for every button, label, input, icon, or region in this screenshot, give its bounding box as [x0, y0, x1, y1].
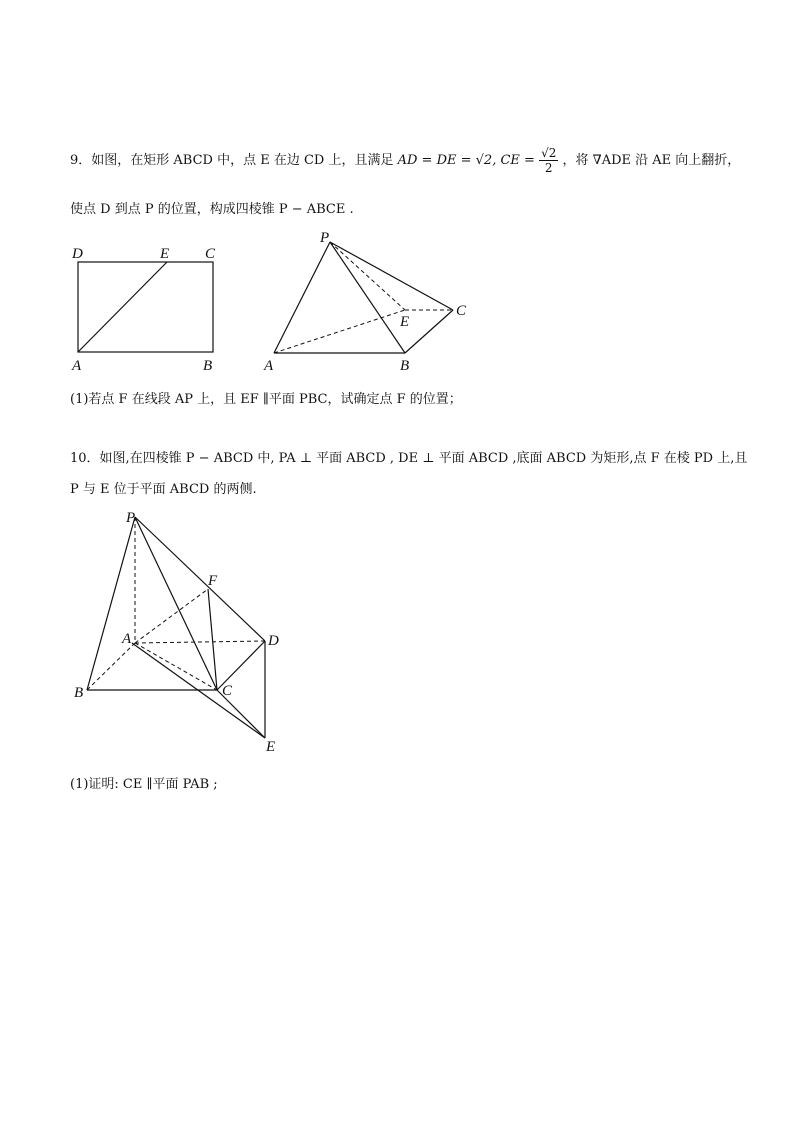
label-e: E: [400, 314, 410, 330]
q9-line1: [70, 146, 740, 175]
edge-ad-dashed: [135, 641, 265, 643]
label-e: E: [266, 739, 276, 755]
edge-ac-dashed: [135, 643, 217, 690]
label-c: C: [205, 246, 216, 262]
q9-formula: AD = DE = √2, CE =: [397, 153, 535, 168]
label-p: P: [320, 230, 330, 246]
edge-pd: [135, 517, 265, 641]
edge-pe-dashed: [330, 242, 405, 310]
edge-bc: [405, 310, 453, 353]
label-b: B: [203, 358, 213, 374]
edge-pb: [87, 517, 135, 690]
label-d: D: [72, 246, 83, 262]
q10-part1: (1)证明: CE ∥平面 PAB ;: [70, 777, 218, 792]
q9-figure-pyramid: [260, 228, 480, 378]
q9-fraction-denominator: 2: [544, 161, 553, 175]
q9-fraction-numerator: √2: [541, 146, 557, 160]
q9-fraction: [539, 146, 558, 175]
label-c: C: [456, 303, 467, 319]
edge-pc: [330, 242, 453, 310]
edge-pb: [330, 242, 405, 353]
q10-figure-pyramid: [60, 505, 300, 755]
segment-ae: [78, 262, 167, 352]
q9-line1-prefix: 9．如图，在矩形 ABCD 中，点 E 在边 CD 上，且满足: [70, 153, 398, 168]
q9-line2: 使点 D 到点 P 的位置，构成四棱锥 P − ABCE .: [70, 202, 354, 217]
q9-figure-rectangle: [60, 240, 230, 380]
q9-part1: (1)若点 F 在线段 AP 上，且 EF ∥平面 PBC，试确定点 F 的位置；: [70, 392, 462, 407]
edge-ab-dashed: [87, 643, 135, 690]
q10-line1: 10．如图,在四棱锥 P − ABCD 中, PA ⊥ 平面 ABCD , DE ⊥ 平面 ABCD ,底面 ABCD 为矩形,点 F 在棱 PD 上,且: [70, 451, 748, 466]
rectangle-abcd: [78, 262, 213, 352]
label-e: E: [160, 246, 170, 262]
label-b: B: [400, 358, 410, 374]
label-c: C: [222, 683, 233, 699]
q10-line2: P 与 E 位于平面 ABCD 的两侧.: [70, 482, 257, 497]
edge-af-dashed: [135, 589, 208, 643]
label-f: F: [208, 573, 218, 589]
label-a: A: [72, 358, 82, 374]
label-a: A: [264, 358, 274, 374]
edge-pc: [135, 517, 217, 690]
label-b: B: [74, 685, 84, 701]
label-p: P: [126, 510, 136, 526]
label-d: D: [268, 633, 279, 649]
q9-line1-suffix: ，将 ∇ADE 沿 AE 向上翻折，: [562, 153, 741, 168]
edge-pa: [274, 242, 330, 353]
label-a: A: [122, 631, 132, 647]
edge-ae-dashed: [274, 310, 405, 353]
